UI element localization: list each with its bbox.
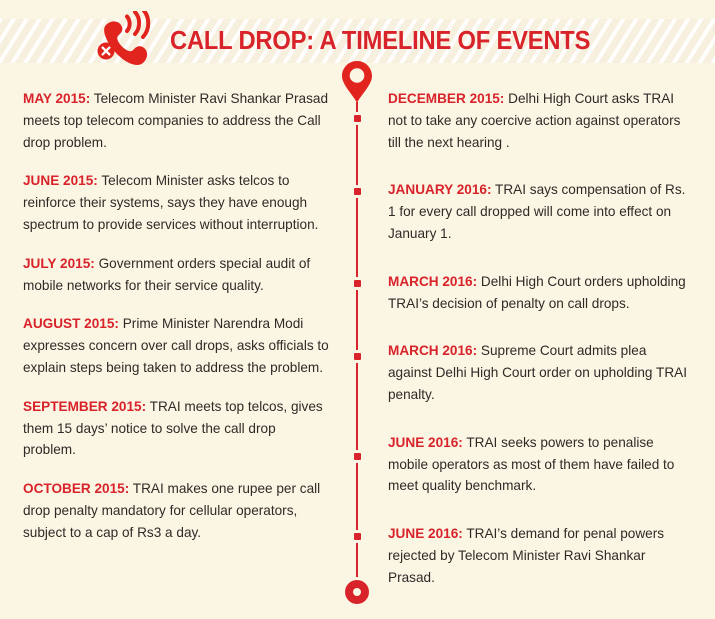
header: [0, 0, 715, 82]
event-text: TRAI seeks powers to penalise mobile operators as most of them have failed to meet quality benchmark.: [388, 434, 675, 494]
event-text: Delhi High Court orders upholding TRAI’s decision of penalty on call drops.: [388, 273, 686, 311]
event-date: JULY 2015:: [23, 255, 95, 271]
timeline-event: [23, 88, 330, 153]
left-events-column: [0, 88, 356, 619]
timeline-event: [23, 253, 330, 297]
event-date: MAY 2015:: [23, 91, 91, 106]
event-text: TRAI meets top telcos, gives them 15 days’ notice to solve the call drop problem.: [23, 398, 323, 458]
timeline-event: [23, 170, 330, 235]
event-date: MARCH 2016:: [388, 273, 478, 289]
timeline-event: [23, 478, 330, 543]
event-date: JANUARY 2016:: [388, 182, 492, 198]
timeline-event: [388, 88, 691, 153]
event-text: Telecom Minister asks telcos to reinforce their systems, says they have enough spectrum to provide services without interruption.: [23, 173, 319, 232]
event-text: Government orders special audit of mobile networks for their service quality.: [23, 255, 311, 293]
event-date: OCTOBER 2015:: [23, 481, 130, 497]
right-events-column: [356, 88, 715, 619]
call-drop-phone-icon: [94, 11, 156, 67]
event-date: JUNE 2016:: [388, 434, 463, 450]
event-text: TRAI says compensation of Rs. 1 for every call dropped will come into effect on January 1.: [388, 182, 686, 241]
event-text: TRAI makes one rupee per call drop penalty mandatory for cellular operators, subject to a cap of Rs3 a day.: [23, 481, 321, 540]
timeline-event: [388, 523, 691, 588]
event-date: DECEMBER 2015:: [388, 91, 505, 106]
event-text: Supreme Court admits plea against Delhi High Court order on upholding TRAI penalty.: [388, 343, 687, 402]
event-date: AUGUST 2015:: [23, 316, 119, 332]
event-date: MARCH 2016:: [388, 343, 478, 359]
event-date: JUNE 2016:: [388, 526, 463, 542]
timeline-event: [23, 313, 330, 378]
event-text: TRAI’s demand for penal powers rejected by Telecom Minister Ravi Shankar Prasad.: [388, 526, 665, 585]
timeline-event: [23, 396, 330, 461]
event-date: SEPTEMBER 2015:: [23, 398, 147, 414]
page-title: CALL DROP: A TIMELINE OF EVENTS: [169, 26, 590, 55]
event-text: Delhi High Court asks TRAI not to take any coercive action against operators till the next hearing .: [388, 91, 681, 150]
event-text: Telecom Minister Ravi Shankar Prasad meets top telecom companies to address the Call drop problem.: [23, 91, 329, 150]
event-text: Prime Minister Narendra Modi expresses concern over call drops, asks officials to explain steps being taken to address the problem.: [23, 316, 329, 375]
timeline-event: [388, 271, 691, 315]
timeline-event: [388, 179, 691, 244]
timeline-event: [388, 432, 691, 497]
event-date: JUNE 2015:: [23, 173, 98, 189]
timeline-event: [388, 340, 691, 405]
